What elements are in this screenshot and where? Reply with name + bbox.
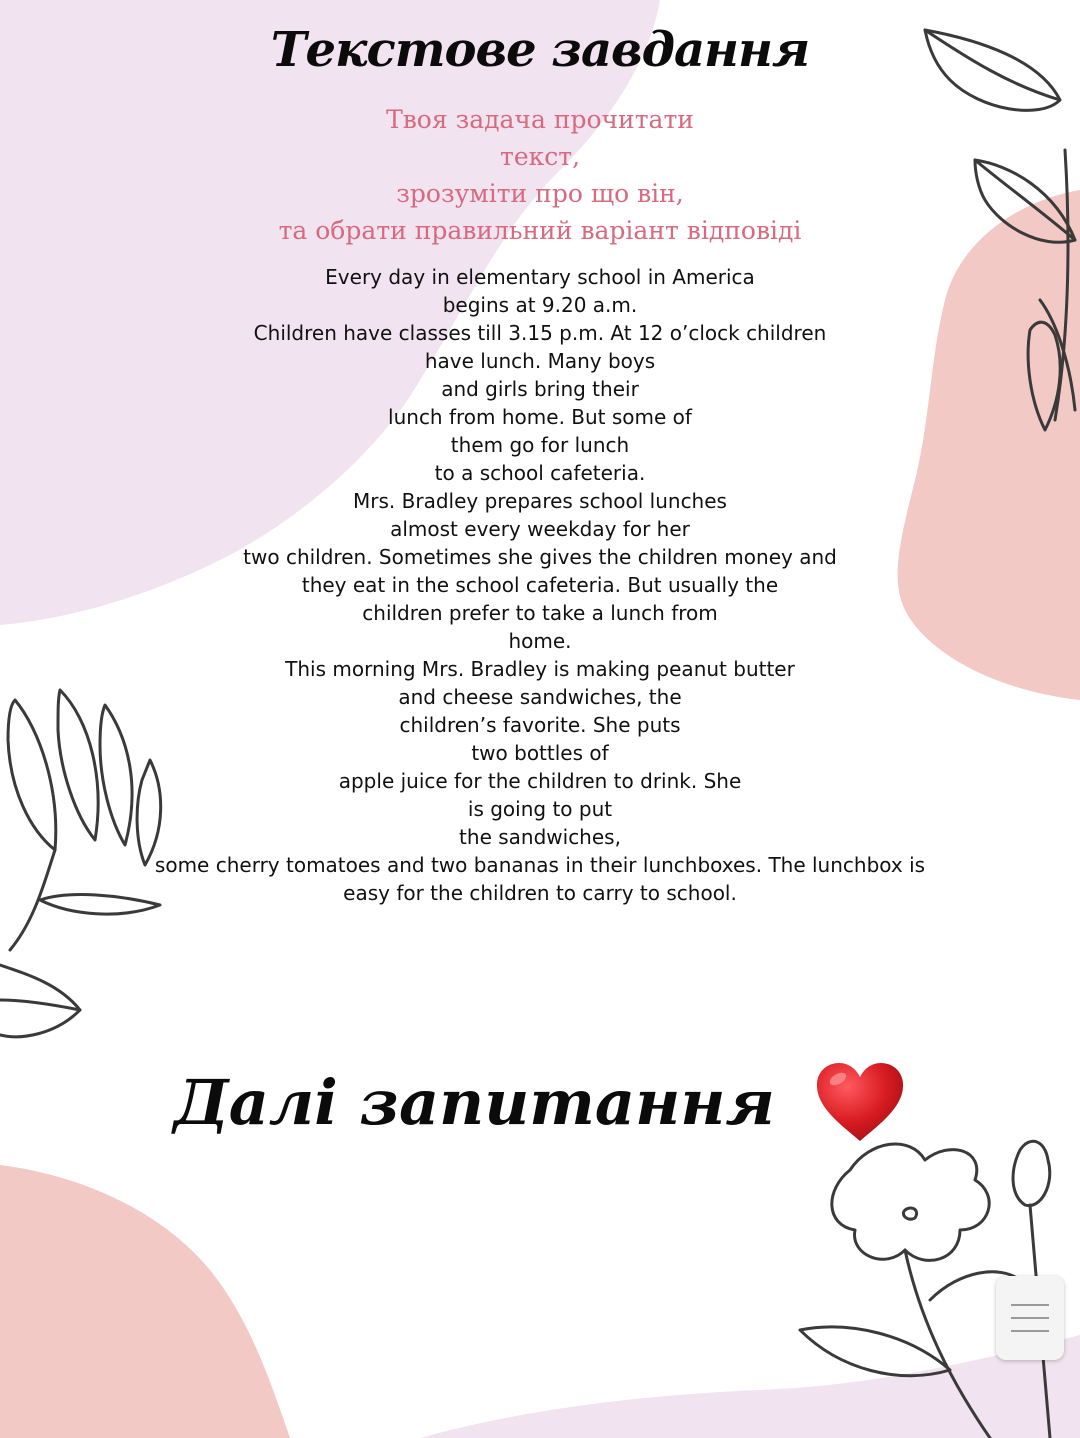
reading-line: Every day in elementary school in America <box>325 265 755 289</box>
reading-line: have lunch. Many boys <box>424 349 656 373</box>
reading-line: to a school cafeteria. <box>434 461 646 485</box>
reading-line: easy for the children to carry to school. <box>343 881 737 905</box>
reading-line: them go for lunch <box>450 433 630 457</box>
reading-line: This morning Mrs. Bradley is making peanut butter <box>285 657 795 681</box>
reading-line: children prefer to take a lunch from <box>362 601 718 625</box>
reading-line: they eat in the school cafeteria. But usually the <box>301 573 779 597</box>
next-questions-label: Далі запитання <box>173 1066 775 1139</box>
instruction-line: зрозуміти про що він, <box>396 179 684 208</box>
reading-line: is going to put <box>467 797 613 821</box>
page-title: Текстове завдання <box>270 22 810 78</box>
instruction-line: та обрати правильний варіант відповіді <box>278 216 802 245</box>
reading-line: begins at 9.20 a.m. <box>442 293 638 317</box>
reading-line: Children have classes till 3.15 p.m. At 12 o’clock children <box>253 321 827 345</box>
reading-line: and cheese sandwiches, the <box>398 685 682 709</box>
hamburger-menu-icon <box>1011 1304 1049 1306</box>
reading-line: the sandwiches, <box>459 825 621 849</box>
reading-line: lunch from home. But some of <box>388 405 692 429</box>
reading-line: two bottles of <box>471 741 609 765</box>
reading-line: two children. Sometimes she gives the children money and <box>243 545 837 569</box>
next-questions-heading <box>0 1066 1080 1143</box>
hamburger-menu-icon <box>1011 1330 1049 1332</box>
reading-line: home. <box>508 629 572 653</box>
task-instructions <box>0 101 1080 249</box>
hamburger-menu-icon <box>1011 1317 1049 1319</box>
reading-text <box>0 263 1080 907</box>
heart-icon <box>814 1061 906 1143</box>
hamburger-menu-button[interactable] <box>996 1276 1064 1360</box>
reading-line: and girls bring their <box>441 377 639 401</box>
reading-line: children’s favorite. She puts <box>399 713 681 737</box>
reading-line: Mrs. Bradley prepares school lunches <box>353 489 727 513</box>
reading-line: apple juice for the children to drink. She <box>338 769 742 793</box>
reading-line: almost every weekday for her <box>390 517 690 541</box>
instruction-line: Твоя задача прочитати <box>386 105 694 134</box>
reading-line: some cherry tomatoes and two bananas in their lunchboxes. The lunchbox is <box>154 853 926 877</box>
instruction-line: текст, <box>499 142 581 171</box>
